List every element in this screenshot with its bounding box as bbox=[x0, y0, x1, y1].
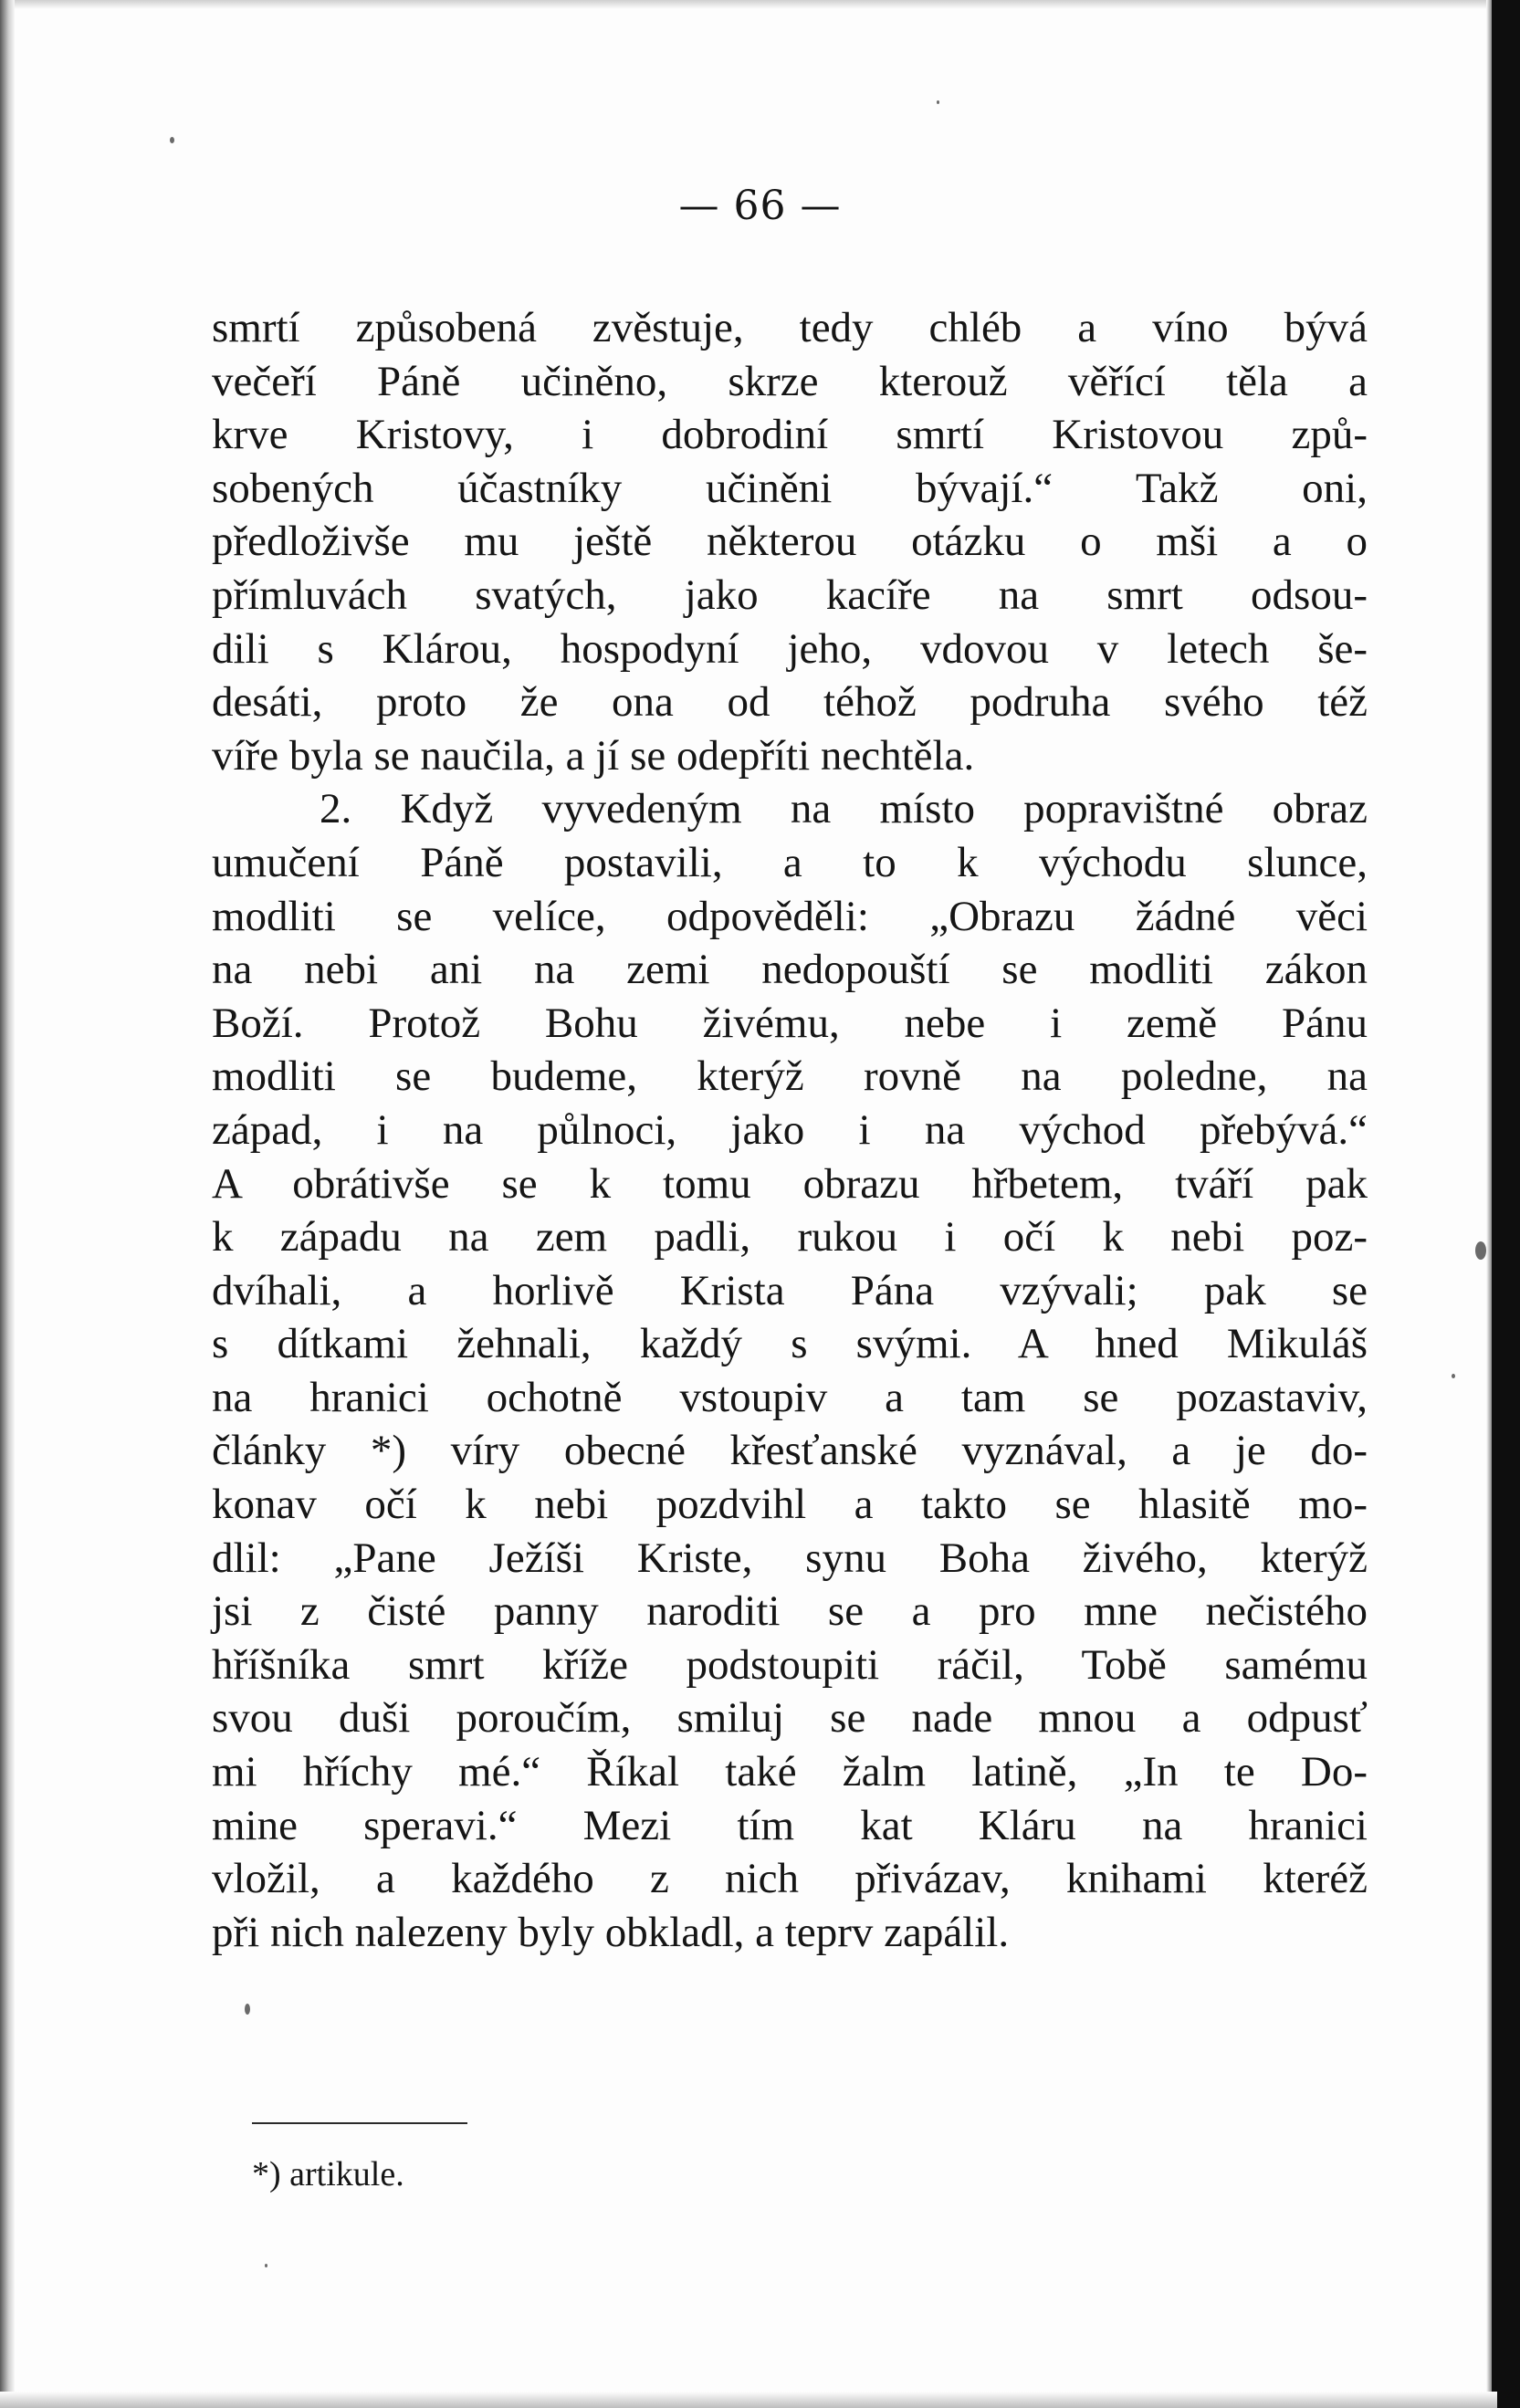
text-line: předloživše mu ještě některou otázku o mši a o bbox=[212, 518, 1368, 566]
footnote: *) artikule. bbox=[252, 2155, 404, 2193]
footnote-divider bbox=[252, 2122, 467, 2124]
text-line: A obrátivše se k tomu obrazu hřbetem, tváří pak bbox=[212, 1159, 1368, 1208]
scan-speck bbox=[1452, 1374, 1455, 1378]
scan-speck bbox=[265, 2264, 267, 2267]
text-line: umučení Páně postavili, a to k východu slunce, bbox=[212, 838, 1368, 886]
text-line: při nich nalezeny byly obkladl, a teprv zapálil. bbox=[212, 1908, 1010, 1956]
text-line: konav očí k nebi pozdvihl a takto se hlasitě mo- bbox=[212, 1481, 1368, 1529]
text-line: články *) víry obecné křesťanské vyznával, a je do- bbox=[212, 1427, 1368, 1475]
text-line: k západu na zem padli, rukou i očí k nebi poz- bbox=[212, 1213, 1368, 1262]
text-line: modliti se budeme, kterýž rovně na poledne, na bbox=[212, 1052, 1368, 1101]
text-line: jsi z čisté panny naroditi se a pro mne nečistého bbox=[212, 1587, 1368, 1636]
scan-edge-left bbox=[0, 0, 15, 2408]
text-line: krve Kristovy, i dobrodiní smrtí Kristovou způ- bbox=[212, 411, 1368, 459]
text-line: smrtí způsobená zvěstuje, tedy chléb a víno bývá bbox=[212, 304, 1368, 351]
text-line: dili s Klárou, hospodyní jeho, vdovou v letech še- bbox=[212, 624, 1368, 673]
scan-speck bbox=[170, 137, 174, 143]
text-line: dvíhali, a horlivě Krista Pána vzývali; pak se bbox=[212, 1266, 1368, 1314]
text-line: západ, i na půlnoci, jako i na východ přebývá.“ bbox=[212, 1105, 1368, 1154]
scan-edge-top bbox=[0, 0, 1497, 9]
scan-edge-bottom bbox=[0, 2392, 1497, 2408]
page-number: — 66 — bbox=[678, 183, 842, 229]
scan-speck bbox=[1475, 1241, 1486, 1260]
text-line: desáti, proto že ona od téhož podruha svého též bbox=[212, 678, 1368, 727]
text-line: Boží. Protož Bohu živému, nebe i země Pánu bbox=[212, 999, 1368, 1047]
text-line: vložil, a každého z nich přivázav, knihami kteréž bbox=[212, 1855, 1368, 1903]
text-line: na nebi ani na zemi nedopouští se modliti zákon bbox=[212, 946, 1368, 994]
text-line: svou duši poroučím, smiluj se nade mnou a odpusť bbox=[212, 1694, 1368, 1743]
text-line: víře byla se naučila, a jí se odepříti nechtěla. bbox=[212, 731, 975, 780]
text-line: mine speravi.“ Mezi tím kat Kláru na hranici bbox=[212, 1801, 1368, 1849]
text-line: modliti se velíce, odpověděli: „Obrazu žádné věci bbox=[212, 892, 1368, 940]
body-text bbox=[212, 301, 1368, 1959]
text-line: sobených účastníky učiněni bývají.“ Takž oni, bbox=[212, 464, 1368, 512]
text-line: večeří Páně učiněno, skrze kterouž věřící těla a bbox=[212, 357, 1368, 405]
text-line: na hranici ochotně vstoupiv a tam se pozastaviv, bbox=[212, 1373, 1368, 1421]
scan-edge-right bbox=[1492, 0, 1520, 2408]
text-line: přímluvách svatých, jako kacíře na smrt odsou- bbox=[212, 571, 1368, 619]
text-line: hříšníka smrt kříže podstoupiti ráčil, Tobě samému bbox=[212, 1640, 1368, 1689]
scan-speck bbox=[937, 100, 939, 104]
paragraph-start-line: 2. Když vyvedeným na místo popravištné obraz bbox=[320, 785, 1368, 833]
scan-speck bbox=[245, 2004, 250, 2015]
text-line: dlil: „Pane Ježíši Kriste, synu Boha živého, kterýž bbox=[212, 1534, 1368, 1582]
text-line: mi hříchy mé.“ Říkal také žalm latině, „In te Do- bbox=[212, 1748, 1368, 1796]
text-line: s dítkami žehnali, každý s svými. A hned Mikuláš bbox=[212, 1320, 1368, 1368]
